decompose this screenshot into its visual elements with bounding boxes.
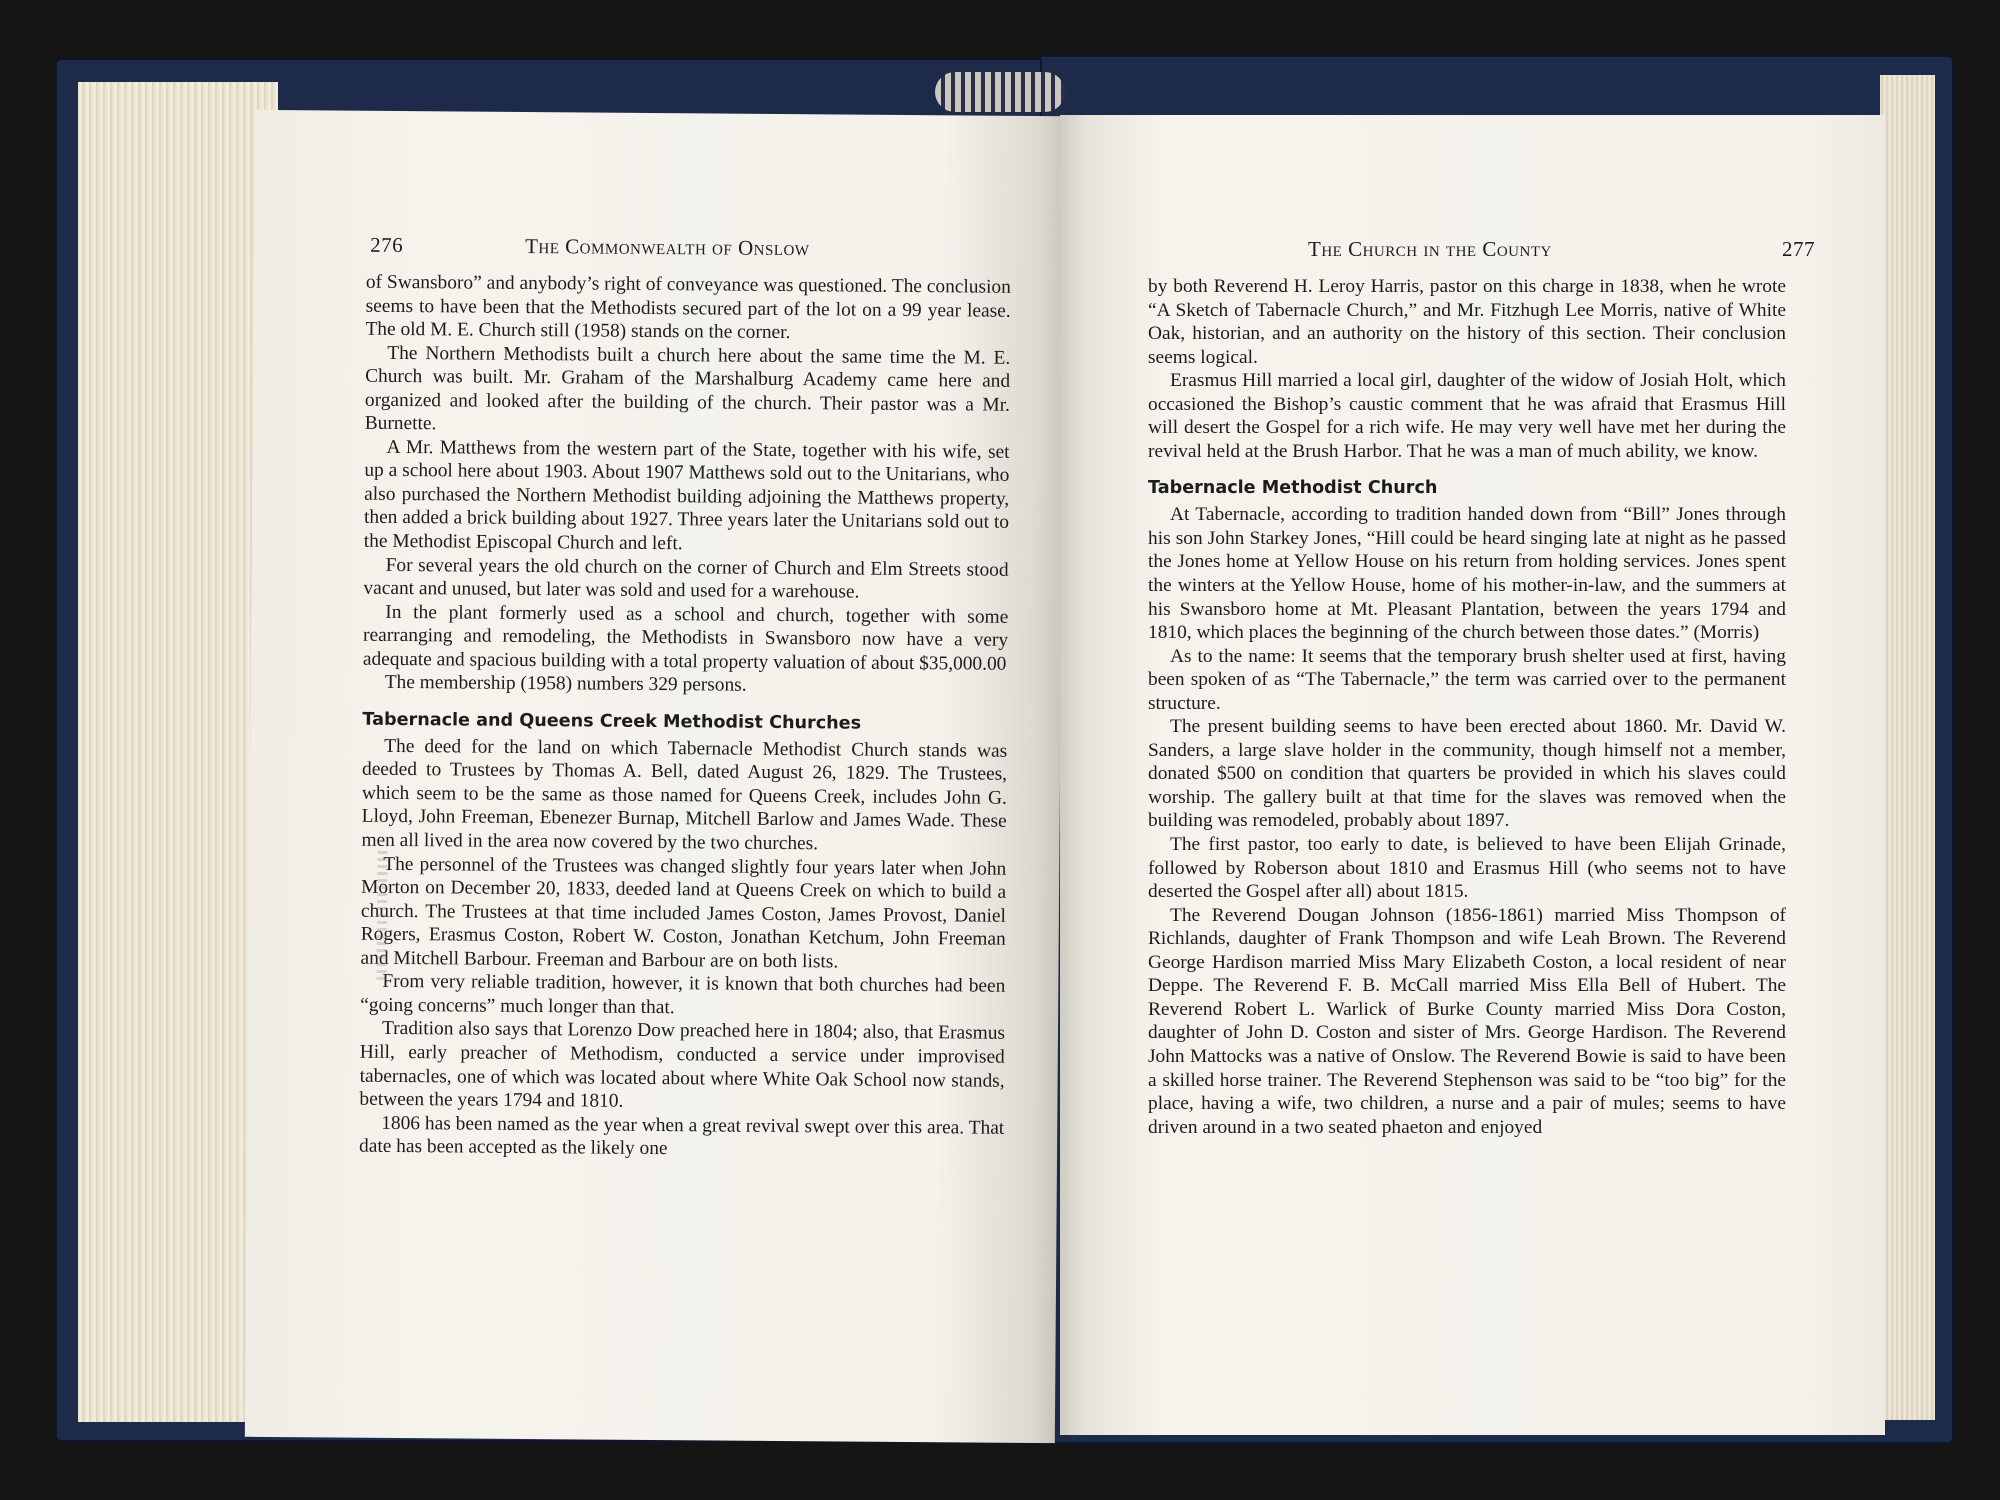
paragraph: The personnel of the Trustees was changed slightly four years later when John Morton on December 20, 1833, deeded land at Queens Creek on which to build a church. The Trustees at that time included James Coston, James Provost, Daniel Rogers, Erasmus Coston, Robert W. Coston, Jonathan Ketchum, John Freeman and Mitchell Barbour. Freeman and Barbour are on both lists. — [360, 853, 1007, 973]
paragraph: Tradition also says that Lorenzo Dow preached here in 1804; also, that Erasmus Hill, early preacher of Methodism, conducted a service under improvised tabernacles, one of which was located about where White Oak School now stands, between the years 1794 and 1810. — [359, 1018, 1006, 1112]
paragraph: The present building seems to have been erected about 1860. Mr. David W. Sanders, a large slave holder in the community, though himself not a member, donated $500 on condition that quarters be provided in which his slaves could worship. The gallery built at that time for the slaves was removed when the building was remodeled, probably about 1897. — [1148, 716, 1786, 832]
paragraph: Erasmus Hill married a local girl, daughter of the widow of Josiah Holt, which occasioned the Bishop’s caustic comment that he was afraid that Erasmus Hill will desert the Gospel for a rich wife. He may very well have met her during the revival held at the Brush Harbor. That he was a man of much ability, we know. — [1148, 370, 1786, 462]
spine-binding — [935, 72, 1065, 112]
paragraph: As to the name: It seems that the temporary brush shelter used at first, having been spoken of as “The Tabernacle,” the term was carried over to the permanent structure. — [1148, 645, 1786, 714]
margin-mark — [376, 851, 387, 981]
paragraph: The first pastor, too early to date, is believed to have been Elijah Grinade, followed by Roberson about 1810 and Erasmus Hill (who seems not to have deserted the Gospel after all) about 1815. — [1148, 834, 1786, 903]
paragraph: The Northern Methodists built a church here about the same time the M. E. Church was built. Mr. Graham of the Marshalburg Academy came here and organized and looked after the building of the church. Their pastor was a Mr. Burnette. — [364, 342, 1011, 435]
paragraph: In the plant formerly used as a school and church, together with some rearranging and remodeling, the Methodists in Swansboro now have a very adequate and spacious building with a total property valuation of about $35,000.00 — [362, 601, 1009, 675]
right-page — [1060, 115, 1885, 1435]
paragraph: The Reverend Dougan Johnson (1856-1861) married Miss Thompson of Richlands, daughter of Frank Thompson and wife Leah Brown. The Reverend George Hardison married Miss Mary Elizabeth Coston, a local resident of near Deppe. The Reverend F. B. McCall married Miss Ella Bell of Hubert. The Reverend Robert L. Warlick of Burke County married Miss Dora Coston, daughter of John D. Coston and sister of Mrs. George Hardison. The Reverend John Mattocks was a native of Onslow. The Reverend Bowie is said to have been a skilled horse trainer. The Reverend Stephenson was said to be “too big” for the place, having a wife, two children, a nurse and a pair of mules; seems to have driven around in a two seated phaeton and enjoyed — [1148, 904, 1786, 1138]
paragraph: At Tabernacle, according to tradition handed down from “Bill” Jones through his son John Starkey Jones, “Hill could be heard singing late at night as he passed the Jones home at Yellow House on his return from holding services. Jones spent the winters at the Yellow House, home of his mother-in-law, and the summers at his Swansboro home at Mt. Pleasant Plantation, between the years 1794 and 1810, which places the beginning of the church between those dates.” (Morris) — [1148, 504, 1786, 644]
right-body-text — [1148, 275, 1786, 1139]
left-body-text — [359, 271, 1011, 1164]
paragraph: by both Reverend H. Leroy Harris, pastor on this charge in 1838, when he wrote “A Sketch of Tabernacle Church,” and Mr. Fitzhugh Lee Morris, native of White Oak, historian, and an authority on the history of this section. Their conclusion seems logical. — [1148, 276, 1786, 368]
right-page-number: 277 — [1782, 237, 1815, 261]
section-heading: Tabernacle and Queens Creek Methodist Churches — [362, 709, 862, 734]
left-page-number: 276 — [370, 232, 404, 258]
left-page — [245, 110, 1065, 1443]
left-running-head — [370, 233, 1024, 268]
paragraph: of Swansboro” and anybody’s right of conveyance was questioned. The conclusion seems to have been that the Methodists secured part of the lot on a 99 year lease. The old M. E. Church still (1958) stands on the corner. — [365, 271, 1011, 344]
paragraph: A Mr. Matthews from the western part of the State, together with his wife, set up a school here about 1903. About 1907 Matthews sold out to the Unitarians, who also purchased the Northern Methodist building adjoining the Matthews property, then added a brick building about 1927. Three years later the Unitarians sold out to the Methodist Episcopal Church and left. — [363, 436, 1010, 555]
paragraph: For several years the old church on the corner of Church and Elm Streets stood vacant and unused, but later was sold and used for a warehouse. — [363, 554, 1009, 603]
right-running-head — [1128, 237, 1815, 267]
paragraph: The membership (1958) numbers 329 persons. — [384, 672, 747, 697]
section-heading: Tabernacle Methodist Church — [1148, 478, 1438, 499]
paragraph: From very reliable tradition, however, it is known that both churches had been “going concerns” much longer than that. — [360, 971, 1006, 1019]
paragraph: The deed for the land on which Tabernacle Methodist Church stands was deeded to Trustees by Thomas A. Bell, dated August 26, 1829. The Trustees, which seem to be the same as those named for Queens Creek, includes John G. Lloyd, John Freeman, Ebenezer Burnap, Mitchell Barlow and James Wade. These men all lived in the area now covered by the two churches. — [361, 735, 1008, 855]
left-running-title: The Commonwealth of Onslow — [525, 233, 810, 261]
paragraph: 1806 has been named as the year when a great revival swept over this area. That date has been accepted as the likely one — [359, 1112, 1005, 1160]
page-edges-right — [1880, 75, 1935, 1420]
right-running-title: The Church in the County — [1308, 237, 1552, 261]
